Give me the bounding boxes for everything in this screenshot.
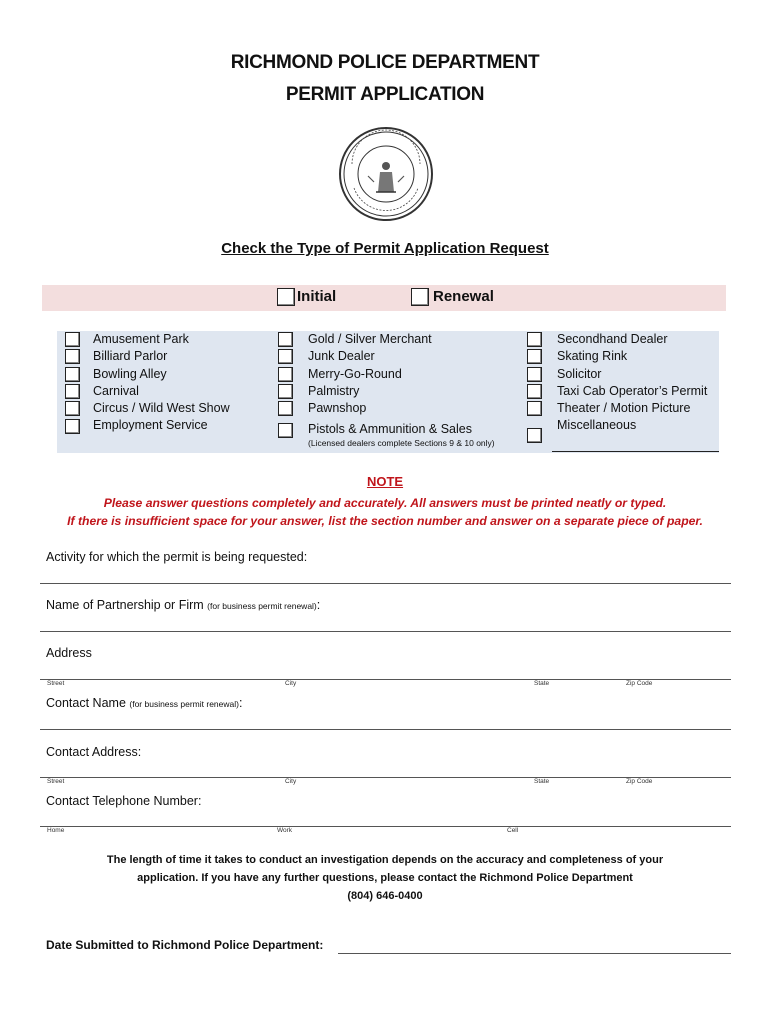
permit-column-1 xyxy=(65,331,230,435)
permit-label: Pawnshop xyxy=(308,401,367,416)
permit-checkbox[interactable] xyxy=(278,384,293,399)
date-submitted-label: Date Submitted to Richmond Police Department: xyxy=(46,938,324,952)
permit-label: Junk Dealer xyxy=(308,349,375,364)
address-city-caption: City xyxy=(285,680,297,687)
info-line-2: application. If you have any further questions, please contact the Richmond Police Department xyxy=(137,872,633,884)
pistols-note: (Licensed dealers complete Sections 9 & 10 only) xyxy=(308,438,495,448)
permit-checkbox[interactable] xyxy=(65,419,80,434)
permit-checkbox[interactable] xyxy=(65,384,80,399)
permit-checkbox[interactable] xyxy=(527,401,542,416)
permit-checkbox[interactable] xyxy=(527,384,542,399)
contact-street-caption: Street xyxy=(47,778,65,785)
firm-label-colon: : xyxy=(316,598,321,612)
contact-address-label: Contact Address: xyxy=(46,745,142,759)
contact-name-colon: : xyxy=(238,696,243,710)
permit-checkbox[interactable] xyxy=(527,349,542,364)
activity-label: Activity for which the permit is being requested: xyxy=(46,550,308,564)
header-title-line1: RICHMOND POLICE DEPARTMENT xyxy=(230,52,540,73)
contact-name-note: (for business permit renewal) xyxy=(129,699,239,709)
permit-label: Skating Rink xyxy=(557,349,628,364)
permit-label: Miscellaneous xyxy=(557,418,637,433)
permit-label: Palmistry xyxy=(308,383,360,398)
contact-phone-input-line[interactable] xyxy=(40,826,731,827)
contact-zip-caption: Zip Code xyxy=(626,778,653,785)
activity-input-line[interactable] xyxy=(40,583,731,584)
address-zip-caption: Zip Code xyxy=(626,680,653,687)
contact-phone-label: Contact Telephone Number: xyxy=(46,794,202,808)
permit-checkbox[interactable] xyxy=(527,332,542,347)
permit-label: Gold / Silver Merchant xyxy=(308,332,432,346)
permit-label: Solicitor xyxy=(557,366,602,381)
permit-label: Merry-Go-Round xyxy=(308,366,402,381)
permit-checkbox[interactable] xyxy=(278,423,293,438)
permit-checkbox[interactable] xyxy=(527,367,542,382)
miscellaneous-line[interactable] xyxy=(552,451,719,452)
permit-label: Secondhand Dealer xyxy=(557,332,668,346)
department-seal-icon xyxy=(338,126,434,222)
section-heading: Check the Type of Permit Application Request xyxy=(221,240,549,257)
permit-label: Taxi Cab Operator’s Permit xyxy=(557,383,708,398)
address-label: Address xyxy=(46,646,92,660)
permit-label: Employment Service xyxy=(93,418,208,433)
contact-name-input-line[interactable] xyxy=(40,729,731,730)
contact-name-label xyxy=(46,696,242,710)
permit-checkbox[interactable] xyxy=(278,349,293,364)
firm-label-text: Name of Partnership or Firm xyxy=(46,598,208,612)
address-state-caption: State xyxy=(534,680,550,687)
permit-label: Pistols & Ammunition & Sales xyxy=(308,422,472,437)
contact-state-caption: State xyxy=(534,778,550,785)
address-street-caption: Street xyxy=(47,680,65,687)
phone-work-caption: Work xyxy=(277,827,293,834)
renewal-label: Renewal xyxy=(433,288,494,305)
permit-label: Theater / Motion Picture xyxy=(557,401,691,416)
permit-checkbox[interactable] xyxy=(65,349,80,364)
permit-checkbox[interactable] xyxy=(65,401,80,416)
permit-label: Bowling Alley xyxy=(93,366,167,381)
phone-home-caption: Home xyxy=(47,827,65,834)
permit-column-3 xyxy=(527,331,707,435)
initial-checkbox[interactable] xyxy=(277,288,295,306)
permit-label: Amusement Park xyxy=(93,332,189,346)
permit-column-2 xyxy=(278,331,472,439)
note-heading: NOTE xyxy=(366,474,404,489)
note-line-1: Please answer questions completely and accurately. All answers must be printed neatly or typed. xyxy=(103,496,667,510)
info-phone: (804) 646-0400 xyxy=(347,890,423,902)
phone-cell-caption: Cell xyxy=(507,827,519,834)
permit-label: Billiard Parlor xyxy=(93,349,168,364)
info-line-1: The length of time it takes to conduct an investigation depends on the accuracy and completeness of your xyxy=(106,854,664,866)
permit-checkbox[interactable] xyxy=(278,332,293,347)
permit-label: Carnival xyxy=(93,383,139,398)
firm-label-note: (for business permit renewal) xyxy=(207,601,317,611)
permit-label: Circus / Wild West Show xyxy=(93,401,230,416)
permit-checkbox[interactable] xyxy=(65,367,80,382)
application-type-band xyxy=(42,285,726,311)
initial-label: Initial xyxy=(297,288,337,305)
date-submitted-input-line[interactable] xyxy=(338,953,731,954)
permit-checkbox[interactable] xyxy=(278,367,293,382)
header-title-line2: PERMIT APPLICATION xyxy=(285,84,485,105)
contact-city-caption: City xyxy=(285,778,297,785)
permit-checkbox[interactable] xyxy=(278,401,293,416)
renewal-checkbox[interactable] xyxy=(411,288,429,306)
note-line-2: If there is insufficient space for your answer, list the section number and answer on a separate piece of paper. xyxy=(67,514,703,528)
firm-label xyxy=(46,598,320,612)
firm-input-line[interactable] xyxy=(40,631,731,632)
miscellaneous-checkbox[interactable] xyxy=(527,428,542,443)
contact-name-text: Contact Name xyxy=(46,696,130,710)
permit-checkbox[interactable] xyxy=(65,332,80,347)
